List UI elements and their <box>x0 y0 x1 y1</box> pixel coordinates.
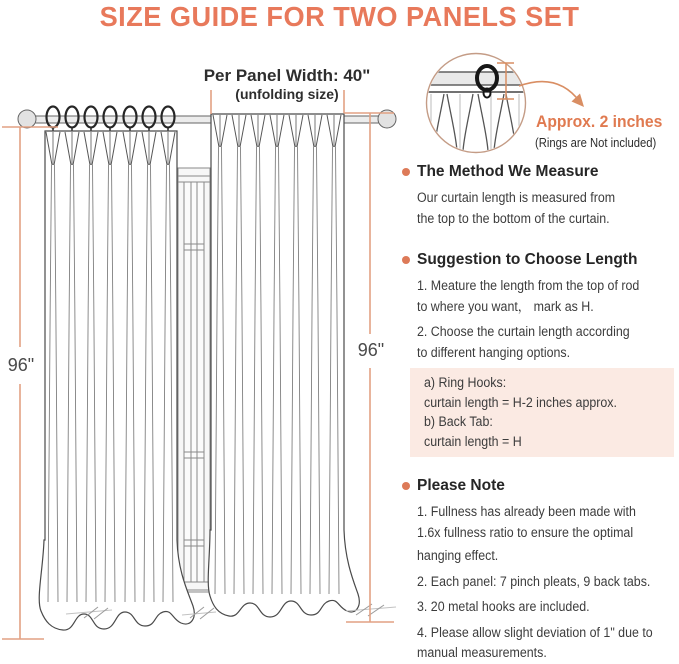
left-height-label: 96" <box>4 355 38 375</box>
suggestion-heading: Suggestion to Choose Length <box>417 251 638 268</box>
magnifier-circle <box>427 54 526 153</box>
text-line: 3. 20 metal hooks are included. <box>417 599 590 614</box>
text-line: curtain length = H-2 inches approx. <box>424 394 617 410</box>
panel-width-label: Per Panel Width: 40" <box>203 66 371 85</box>
text-line: hanging effect. <box>417 548 499 563</box>
bullet-icon <box>402 256 410 264</box>
measure-line-right <box>344 113 394 622</box>
text-line: the top to the bottom of the curtain. <box>417 210 610 226</box>
text-line: 1. Fullness has already been made with <box>417 504 636 519</box>
text-line: curtain length = H <box>424 433 522 449</box>
window <box>178 168 210 592</box>
section-suggestion <box>402 251 678 363</box>
rod-finial-left <box>18 110 36 128</box>
bullet-icon <box>402 168 410 176</box>
bullet-icon <box>402 482 410 490</box>
pointer-arrow <box>519 82 584 107</box>
hanging-options-box <box>410 368 674 457</box>
text-line: 1.6x fullness ratio to ensure the optimal <box>417 524 634 540</box>
text-line: 2. Each panel: 7 pinch pleats, 9 back tabs. <box>417 573 651 589</box>
method-heading: The Method We Measure <box>417 163 599 180</box>
right-height-label: 96" <box>352 340 390 360</box>
text-line: to where you want， mark as H. <box>417 298 594 314</box>
text-line: b) Back Tab: <box>424 414 493 429</box>
text-line: 1. Meature the length from the top of rod <box>417 278 640 293</box>
text-line: 2. Choose the curtain length according <box>417 324 630 339</box>
text-line: manual measurements. <box>417 645 547 660</box>
text-line: a) Ring Hooks: <box>424 375 507 390</box>
right-curtain-panel <box>208 114 359 617</box>
text-line: to different hanging options. <box>417 344 571 360</box>
rings-not-included-note: (Rings are Not included) <box>535 136 657 150</box>
curtain-diagram <box>0 40 400 652</box>
panel-width-sublabel: (unfolding size) <box>235 86 339 102</box>
section-method <box>402 163 678 229</box>
section-please-note <box>402 477 678 664</box>
please-note-heading: Please Note <box>417 477 505 494</box>
page-title: SIZE GUIDE FOR TWO PANELS SET <box>99 1 580 32</box>
approx-two-inches-label: Approx. 2 inches <box>536 113 663 131</box>
text-line: 4. Please allow slight deviation of 1" due to <box>417 624 653 640</box>
text-line: Our curtain length is measured from <box>417 190 616 205</box>
